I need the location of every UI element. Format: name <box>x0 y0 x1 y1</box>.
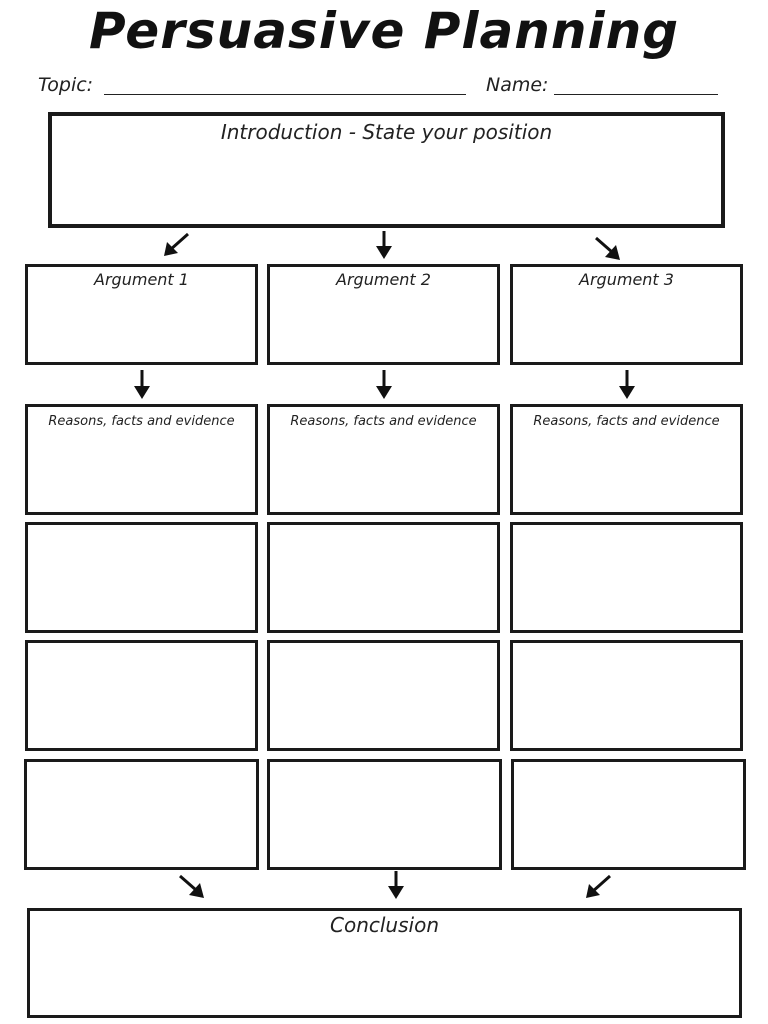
argument-2-label: Argument 2 <box>336 270 431 289</box>
topic-line[interactable] <box>104 94 466 95</box>
evidence-label-1: Reasons, facts and evidence <box>48 414 235 429</box>
argument-1-label: Argument 1 <box>94 270 189 289</box>
arrow-down-icon <box>376 868 416 902</box>
introduction-box[interactable] <box>48 112 725 228</box>
evidence-box-3-3[interactable] <box>510 640 743 751</box>
arrow-down-icon <box>607 368 647 402</box>
arrow-down-icon <box>122 368 162 402</box>
conclusion-box[interactable] <box>27 908 742 1018</box>
arrow-down-right-icon <box>172 870 212 904</box>
arrow-down-icon <box>364 228 404 262</box>
evidence-box-2-3[interactable] <box>267 640 500 751</box>
arrow-down-right-icon <box>588 232 628 266</box>
conclusion-label: Conclusion <box>330 913 439 937</box>
evidence-box-1-2[interactable] <box>25 522 258 633</box>
evidence-box-1-4[interactable] <box>24 759 259 870</box>
evidence-box-1-1[interactable] <box>25 404 258 515</box>
introduction-label: Introduction - State your position <box>220 120 553 144</box>
evidence-box-3-1[interactable] <box>510 404 743 515</box>
evidence-label-2: Reasons, facts and evidence <box>290 414 477 429</box>
evidence-box-2-2[interactable] <box>267 522 500 633</box>
evidence-box-2-4[interactable] <box>267 759 502 870</box>
evidence-box-3-2[interactable] <box>510 522 743 633</box>
argument-1-box[interactable] <box>25 264 258 365</box>
page-title: Persuasive Planning <box>88 2 680 60</box>
name-label: Name: <box>486 74 549 96</box>
arrow-down-left-icon <box>158 228 198 262</box>
name-line[interactable] <box>554 94 718 95</box>
arrow-down-left-icon <box>580 870 620 904</box>
arrow-down-icon <box>364 368 404 402</box>
topic-label: Topic: <box>38 74 94 96</box>
argument-3-label: Argument 3 <box>579 270 674 289</box>
argument-3-box[interactable] <box>510 264 743 365</box>
argument-2-box[interactable] <box>267 264 500 365</box>
evidence-box-3-4[interactable] <box>511 759 746 870</box>
evidence-box-1-3[interactable] <box>25 640 258 751</box>
evidence-box-2-1[interactable] <box>267 404 500 515</box>
evidence-label-3: Reasons, facts and evidence <box>533 414 720 429</box>
